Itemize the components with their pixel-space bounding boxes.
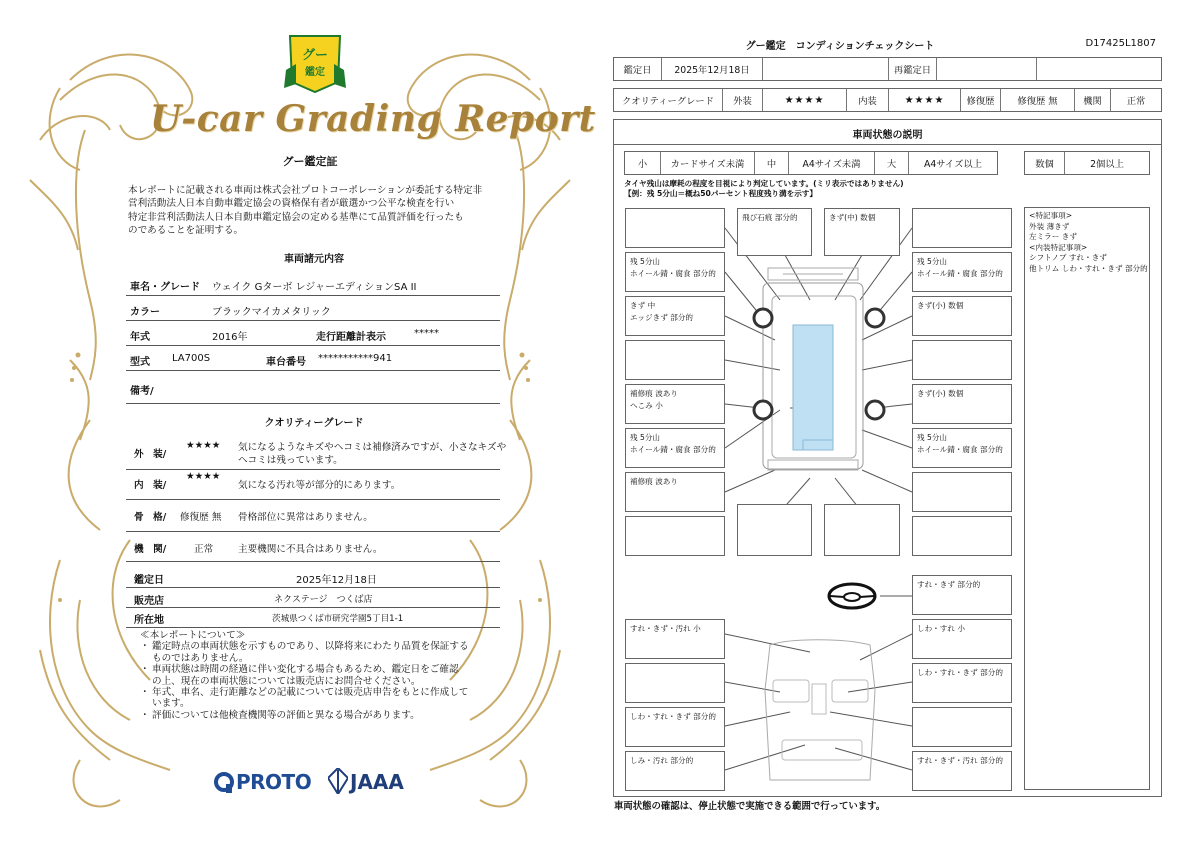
spec-label: 車台番号 xyxy=(266,357,306,368)
damage-box xyxy=(824,504,900,556)
proto-logo: PROTO xyxy=(236,770,312,794)
spec-value: ***********941 xyxy=(318,353,393,364)
spec-label: 年式 xyxy=(130,332,150,343)
proto-logo-icon xyxy=(214,770,234,794)
badge-text-goo: グー xyxy=(301,48,328,63)
grade-row-exterior: 外 装/ ★★★★ 気になるようなキズやヘコミは補修済みですが、小さなキズや ヘコミは残っています。 xyxy=(126,434,500,470)
grade-row-frame: 骨 格/ 修復歴 無 骨格部位に異常はありません。 xyxy=(126,500,500,532)
damage-box: きず(小) 数個 xyxy=(912,384,1012,424)
spec-label: カラー xyxy=(130,307,160,318)
spec-label: 備考/ xyxy=(130,386,154,397)
damage-box: すれ・きず・汚れ 部分的 xyxy=(912,751,1012,791)
condition-title: 車両状態の説明 xyxy=(852,130,923,141)
damage-box xyxy=(625,516,725,556)
count-legend: 数個 2個以上 xyxy=(1024,151,1150,175)
damage-box: しわ・すれ 小 xyxy=(912,619,1012,659)
report-title: U-car Grading Report xyxy=(150,98,596,140)
sheet-footer: 車両状態の確認は、停止状態で実施できる範囲で行っています。 xyxy=(614,801,886,812)
report-notes: ≪本レポートについて≫ ・ 鑑定時点の車両状態を示すものであり、以降将来にわたり品質を保証する ものではありません。 ・ 車両状態は時間の経過に伴い変化する場合もあるため、鑑定日をご確認 の上、現在の車両状態については販売店にお問合せください。 ・ 年式、車名、走行距離などの記載については販売店申告をもとに作成して います。 ・ 評価については他検査機関等の評価と異なる場合があります。 xyxy=(140,630,500,721)
label: 再鑑定日 xyxy=(889,58,937,80)
damage-box: しわ・すれ・きず 部分的 xyxy=(625,707,725,747)
damage-box xyxy=(912,516,1012,556)
spec-value: LA700S xyxy=(172,353,211,364)
damage-box: きず 中 エッジきず 部分的 xyxy=(625,296,725,336)
jaaa-logo: JAAA xyxy=(350,770,404,794)
info-row-address: 所在地 茨城県つくば市研究学園5丁目1-1 xyxy=(126,608,500,628)
star-rating: ★★★★ xyxy=(889,89,961,111)
damage-box: きず(小) 数個 xyxy=(912,296,1012,336)
star-rating: ★★★★ xyxy=(186,440,221,451)
label: 鑑定日 xyxy=(614,58,662,80)
damage-box: 補修痕 波あり へこみ 小 xyxy=(625,384,725,424)
spec-row-color xyxy=(126,297,500,321)
spec-label: 車名・グレード xyxy=(130,282,200,293)
damage-box xyxy=(737,504,812,556)
damage-box xyxy=(912,707,1012,747)
damage-box xyxy=(912,340,1012,380)
specs-heading: 車両諸元内容 xyxy=(284,254,344,265)
spec-value: ブラックマイカメタリック xyxy=(212,307,331,318)
spec-row-year xyxy=(126,322,500,346)
damage-box: しみ・汚れ 部分的 xyxy=(625,751,725,791)
spec-row-model xyxy=(126,272,500,296)
damage-box xyxy=(625,208,725,248)
size-legend: 小 カードサイズ未満 中 A4サイズ未満 大 A4サイズ以上 xyxy=(624,151,998,175)
grade-row-engine: 機 関/ 正常 主要機関に不具合はありません。 xyxy=(126,532,500,562)
special-notes: <特記事項> 外装 薄きず 左ミラー きず <内装特記事項> シフトノブ すれ・きず 他トリム しわ・すれ・きず 部分的 xyxy=(1024,207,1150,790)
damage-box xyxy=(912,208,1012,248)
spec-row-remarks xyxy=(126,376,500,404)
certificate-subtitle: グー鑑定証 xyxy=(282,155,338,168)
jaaa-logo-icon xyxy=(328,768,348,794)
damage-box: きず(中) 数個 xyxy=(824,208,900,256)
tire-note: タイヤ残山は摩耗の程度を目視により判定しています。(ミリ表示ではありません) 【例：残 5分山＝概ね50パーセント程度残り溝を示す】 xyxy=(624,179,904,198)
quality-grade-row: クオリティーグレード 外装 ★★★★ 内装 ★★★★ 修復歴 修復歴 無 機関 正常 xyxy=(613,88,1162,112)
damage-box: すれ・きず・汚れ 小 xyxy=(625,619,725,659)
certificate-paragraph: 本レポートに記載される車両は株式会社プロトコーポレーションが委託する特定非 営利活動法人日本自動車鑑定協会の資格保有者が厳選かつ公平な検査を行い 特定非営利活動法人日本自動車鑑定協会の定める基準にて品質評価を行ったも のであることを証明する。 xyxy=(128,185,483,237)
value: 2025年12月18日 xyxy=(662,58,763,80)
badge-text-kantei: 鑑定 xyxy=(305,67,325,78)
spec-row-type xyxy=(126,347,500,371)
damage-box: 残 5分山 ホイール錆・腐食 部分的 xyxy=(625,428,725,468)
star-rating: ★★★★ xyxy=(186,471,221,482)
spec-label: 走行距離計表示 xyxy=(316,332,386,343)
sheet-code: D17425L1807 xyxy=(1085,38,1156,49)
inspection-date-row xyxy=(613,57,1162,81)
damage-box xyxy=(625,340,725,380)
grade-row-interior: 内 装/ ★★★★ 気になる汚れ等が部分的にあります。 xyxy=(126,470,500,500)
damage-box xyxy=(912,472,1012,512)
grade-heading: クオリティーグレード xyxy=(264,418,364,429)
damage-box: すれ・きず 部分的 xyxy=(912,575,1012,615)
divider xyxy=(613,144,1162,145)
spec-label: 型式 xyxy=(130,357,150,368)
spec-value: ***** xyxy=(414,328,439,339)
damage-box: 残 5分山 ホイール錆・腐食 部分的 xyxy=(912,252,1012,292)
info-row-date: 鑑定日 2025年12月18日 xyxy=(126,566,500,588)
damage-box xyxy=(625,663,725,703)
star-rating: ★★★★ xyxy=(763,89,847,111)
damage-box: 残 5分山 ホイール錆・腐食 部分的 xyxy=(912,428,1012,468)
spec-value: ウェイク Gターボ レジャーエディションSA II xyxy=(212,282,417,293)
sheet-title: グー鑑定 コンディションチェックシート xyxy=(745,41,935,52)
damage-box: 残 5分山 ホイール錆・腐食 部分的 xyxy=(625,252,725,292)
damage-box: しわ・すれ・きず 部分的 xyxy=(912,663,1012,703)
spec-value: 2016年 xyxy=(212,332,248,343)
damage-box: 飛び石痕 部分的 xyxy=(737,208,812,256)
info-row-shop: 販売店 ネクステージ つくば店 xyxy=(126,588,500,608)
damage-box: 補修痕 波あり xyxy=(625,472,725,512)
